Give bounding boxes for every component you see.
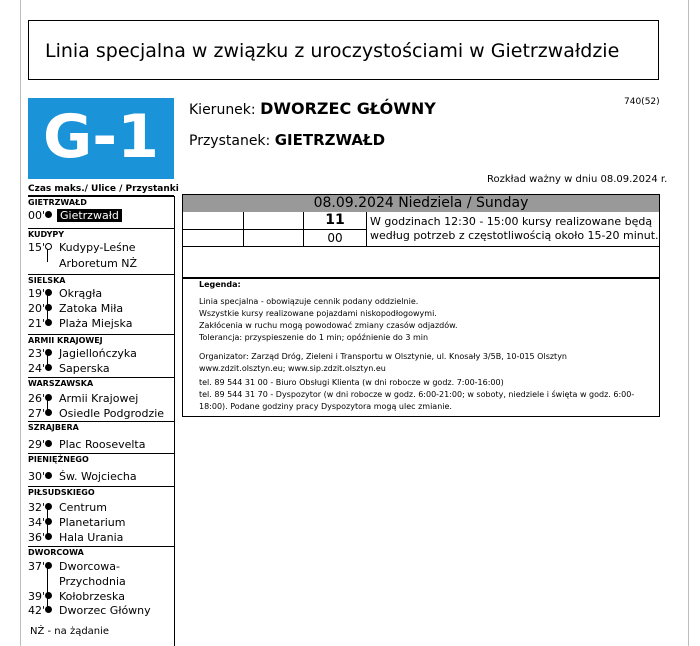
stop-row [28, 240, 174, 254]
stop-time: 24' [28, 362, 46, 375]
legend [182, 278, 660, 417]
stop-dot-icon [45, 518, 52, 525]
stop-row [28, 500, 174, 514]
stop-time: 15' [28, 241, 46, 254]
legend-line: Wszystkie kursy realizowane pojazdami niskopodłogowymi. [199, 309, 437, 318]
stop-dot-icon [45, 349, 52, 356]
stop-time: 34' [28, 516, 46, 529]
stop-row [28, 406, 174, 420]
stop-name: Jagiellończyka [59, 347, 137, 360]
stop-name: Okrągła [59, 287, 103, 300]
footer-note: NŻ - na żądanie [30, 626, 110, 637]
timetable [182, 194, 660, 278]
stop-dot-icon [45, 319, 52, 326]
timetable-grid [183, 212, 659, 247]
stop-dot-icon [45, 503, 52, 510]
street-group-label: KUDYPY [28, 228, 174, 239]
timetable-day-header: 08.09.2024 Niedziela / Sunday [183, 195, 659, 212]
street-group-label: PIENIĘŻNEGO [28, 453, 174, 464]
departure-hour: 11 [325, 212, 345, 228]
grid-cell [244, 212, 304, 230]
street-group-label: SIELSKA [28, 274, 174, 285]
legend-line: Linia specjalna - obowiązuje cennik podany oddzielnie. [199, 297, 419, 306]
stop-dot-icon [45, 289, 52, 296]
stop-dot-icon [45, 304, 52, 311]
header-box [28, 20, 659, 80]
stop-row [28, 515, 174, 529]
stop-name: Osiedle Podgrodzie [59, 407, 165, 420]
stop-dot-icon [45, 394, 52, 401]
stop-time: 26' [28, 392, 46, 405]
stop-name: Dworzec Główny [59, 604, 151, 617]
line-number: G-1 [43, 102, 159, 172]
stop-row [28, 361, 174, 375]
stop-row [28, 256, 174, 270]
stop-time: 29' [28, 438, 46, 451]
stop-time: 20' [28, 302, 46, 315]
stop-time: 37' [28, 560, 46, 573]
stop-info [189, 131, 385, 149]
stop-name: Armii Krajowej [59, 392, 139, 405]
stop-time: 27' [28, 407, 46, 420]
direction-label: Kierunek: [189, 102, 256, 118]
organizer-websites: www.zdzit.olsztyn.eu; www.sip.zdzit.olsztyn.eu [199, 364, 386, 373]
stop-name: Arboretum NŻ [59, 257, 138, 270]
on-request-stop-icon [45, 243, 52, 250]
legend-title: Legenda: [199, 280, 241, 289]
street-group-label: DWORCOWA [28, 546, 174, 557]
street-group-label: WARSZAWSKA [28, 377, 174, 388]
timetable-code: 740(52) [624, 97, 660, 107]
stop-row [28, 316, 174, 330]
current-stop-name: Gietrzwałd [57, 209, 122, 222]
stop-time: 30' [28, 470, 46, 483]
stop-time: 32' [28, 501, 46, 514]
stop-row [28, 286, 174, 300]
stop-dot-icon [45, 364, 52, 371]
stop-dot-icon [45, 533, 52, 540]
street-group-label: ARMII KRAJOWEJ [28, 334, 174, 345]
line-badge [28, 98, 174, 179]
stop-name: Plac Roosevelta [59, 438, 146, 451]
stop-time: 23' [28, 347, 46, 360]
stop-name: Plaża Miejska [59, 317, 133, 330]
page-border-right [688, 0, 689, 646]
stop-row [28, 469, 174, 483]
page-title: Linia specjalna w związku z uroczystościami w Gietrzwałdzie [45, 40, 620, 62]
organizer-phone: tel. 89 544 31 00 - Biuro Obsługi Klienta (w dni robocze w godz. 7:00-16:00) [199, 378, 504, 387]
stop-row [28, 391, 174, 405]
stop-dot-icon [45, 211, 52, 218]
stop-row [28, 301, 174, 315]
stop-time: 21' [28, 317, 46, 330]
departure-minute: 00 [327, 231, 343, 245]
legend-line: Tolerancja: przyspieszenie do 1 min; opóźnienie do 3 min [199, 333, 429, 342]
direction [189, 99, 436, 118]
grid-cell [183, 230, 244, 247]
stop-value: GIETRZWAŁD [274, 131, 386, 149]
stop-row [28, 603, 174, 617]
grid-cell [244, 230, 304, 247]
legend-line: Zakłócenia w ruchu mogą powodować zmiany czasów odjazdów. [199, 321, 458, 330]
stop-name: Kudypy-Leśne [59, 241, 136, 254]
stop-name: Kołobrzeska [59, 590, 125, 603]
stop-time: 36' [28, 531, 46, 544]
stop-name: Saperska [59, 362, 110, 375]
page-border-left [20, 0, 21, 646]
validity-date: Rozkład ważny w dniu 08.09.2024 r. [487, 174, 668, 185]
stop-name: Dworcowa- [59, 560, 120, 573]
organizer-line: Organizator: Zarząd Dróg, Zieleni i Transportu w Olsztynie, ul. Knosały 3/5B, 10-015 Olsztyn [199, 352, 567, 361]
stop-time: 42' [28, 604, 46, 617]
stop-row [28, 559, 174, 573]
stop-name: Św. Wojciecha [59, 470, 137, 483]
stop-list-header: Czas maks./ Ulice / Przystanki [28, 184, 179, 194]
stop-dot-icon [45, 409, 52, 416]
timetable-note: W godzinach 12:30 - 15:00 kursy realizowane będą według potrzeb z częstotliwością około 15-20 minut. [370, 215, 659, 242]
stop-name: Hala Urania [59, 531, 124, 544]
stop-name: Planetarium [59, 516, 126, 529]
stop-row [28, 574, 174, 588]
direction-value: DWORZEC GŁÓWNY [260, 99, 436, 118]
stop-time: 39' [28, 590, 46, 603]
stop-dot-icon [45, 472, 52, 479]
stop-name: Zatoka Miła [59, 302, 124, 315]
stop-dot-icon [45, 606, 52, 613]
stop-list [28, 196, 175, 646]
stop-row [28, 437, 174, 451]
stop-label: Przystanek: [189, 133, 271, 149]
stop-row [28, 589, 174, 603]
stop-row [28, 208, 174, 222]
stop-name: Przychodnia [59, 575, 126, 588]
stop-row [28, 346, 174, 360]
stop-dot-icon [45, 592, 52, 599]
stop-time: 00' [28, 209, 46, 222]
street-group-label: GIETRZWAŁD [28, 196, 174, 207]
stop-row [28, 530, 174, 544]
street-group-label: PIŁSUDSKIEGO [28, 486, 174, 497]
stop-dot-icon [45, 440, 52, 447]
dispatcher-phone: tel. 89 544 31 70 - Dyspozytor (w dni robocze w godz. 6:00-21:00; w soboty, niedziele i święta w godz. 6:00-18:00). Podane godziny pracy Dyspozytora mogą ulec zmianie. [199, 390, 635, 411]
grid-cell [183, 212, 244, 230]
stop-time: 19' [28, 287, 46, 300]
stop-name: Centrum [59, 501, 107, 514]
stop-dot-icon [45, 562, 52, 569]
street-group-label: SZRAJBERA [28, 421, 174, 432]
